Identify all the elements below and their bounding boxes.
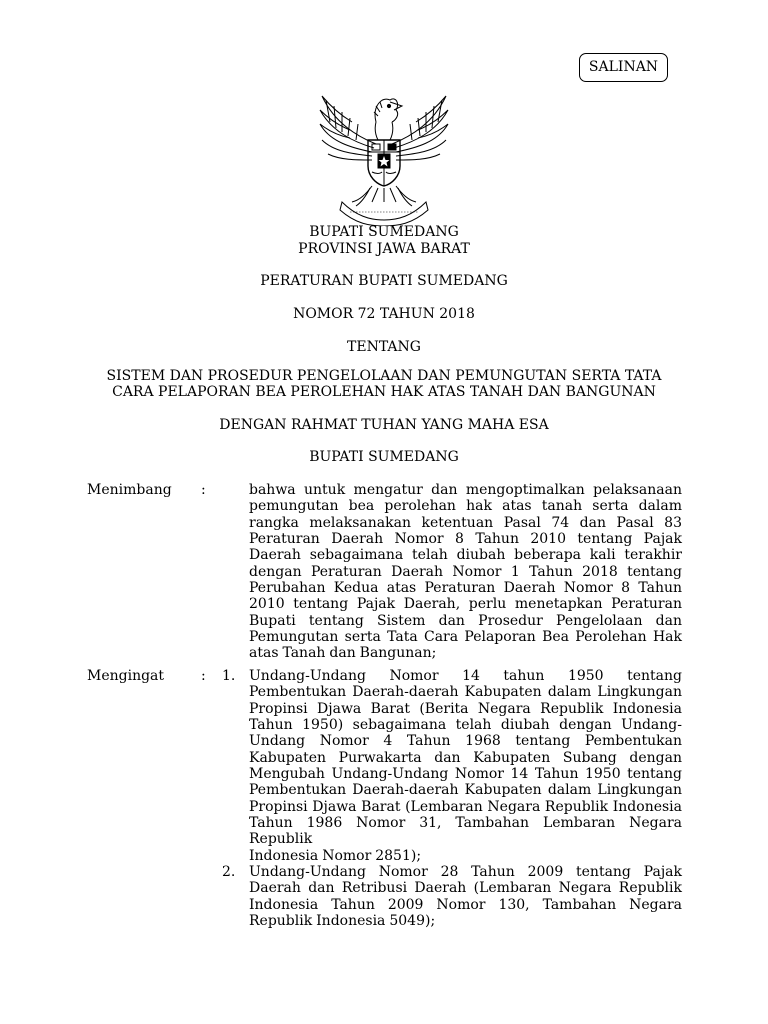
mengingat-item-2-body: Undang-Undang Nomor 28 Tahun 2009 tentang Pajak Daerah dan Retribusi Daerah (Lembaran Negara Republik Indonesia Tahun 2009 Nomor 130, Tambahan Negara — [249, 864, 682, 913]
regent-title: BUPATI SUMEDANG — [309, 224, 459, 240]
mengingat-item-2-text — [249, 864, 682, 929]
about-heading: TENTANG — [347, 339, 421, 355]
regulation-subject-line-1: SISTEM DAN PROSEDUR PENGELOLAAN DAN PEMUNGUTAN SERTA TATA — [106, 368, 662, 384]
province-title: PROVINSI JAWA BARAT — [298, 241, 470, 257]
mengingat-colon: : — [201, 668, 206, 684]
menimbang-text-body: bahwa untuk mengatur dan mengoptimalkan pelaksanaan pemungutan bea perolehan hak atas tanah serta dalam rangka melaksanakan ketentuan Pasal 74 dan Pasal 83 Peraturan Daerah Nomor 8 Tahun 2010 tentang Pajak Daerah sebagaimana telah diubah beberapa kali terakhir dengan Peraturan Daerah Nomor 1 Tahun 2018 tentang Perubahan Kedua atas Peraturan Daerah Nomor 8 Tahun 2010 tentang Pajak Daerah, perlu menetapkan Peraturan Bupati tentang Sistem dan Prosedur Pengelolaan dan Pemungutan serta Tata Cara Pelaporan Bea Perolehan Hak — [249, 482, 682, 645]
mengingat-item-1-number: 1. — [222, 668, 236, 684]
mengingat-item-2-last-line: Republik Indonesia 5049); — [249, 912, 436, 929]
mengingat-item-1-last-line: Indonesia Nomor 2851); — [249, 847, 422, 864]
menimbang-text-last-line: atas Tanah dan Bangunan; — [249, 645, 437, 662]
regulation-subject-line-2: CARA PELAPORAN BEA PEROLEHAN HAK ATAS TANAH DAN BANGUNAN — [112, 384, 656, 400]
regent-heading: BUPATI SUMEDANG — [309, 449, 459, 465]
regulation-title: PERATURAN BUPATI SUMEDANG — [260, 273, 508, 289]
menimbang-colon: : — [201, 482, 206, 498]
regulation-number: NOMOR 72 TAHUN 2018 — [293, 306, 475, 322]
mengingat-item-1-body: Undang-Undang Nomor 14 tahun 1950 tentang Pembentukan Daerah-daerah Kabupaten dalam Lingkungan Propinsi Djawa Barat (Berita Negara Republik Indonesia Tahun 1950) sebagaimana telah diubah dengan Undang-Undang Nomor 4 Tahun 1968 tentang Pembentukan Kabupaten Purwakarta dan Kabupaten Subang dengan Mengubah Undang-Undang Nomor 14 Tahun 1950 tentang Pembentukan Daerah-daerah Kabupaten dalam Lingkungan Propinsi Djawa Barat (Lembaran Negara Republik Indonesia Tahun 1986 Nomor 31, Tambahan Lembaran Negara Republik — [249, 668, 682, 848]
blessing-line: DENGAN RAHMAT TUHAN YANG MAHA ESA — [219, 417, 549, 433]
menimbang-text — [249, 482, 682, 662]
garuda-pancasila-emblem-icon — [316, 92, 452, 226]
menimbang-label: Menimbang — [87, 482, 172, 498]
salinan-stamp: SALINAN — [579, 53, 668, 82]
mengingat-label: Mengingat — [87, 668, 165, 684]
mengingat-item-2-number: 2. — [222, 864, 236, 880]
mengingat-item-1-text — [249, 668, 682, 864]
